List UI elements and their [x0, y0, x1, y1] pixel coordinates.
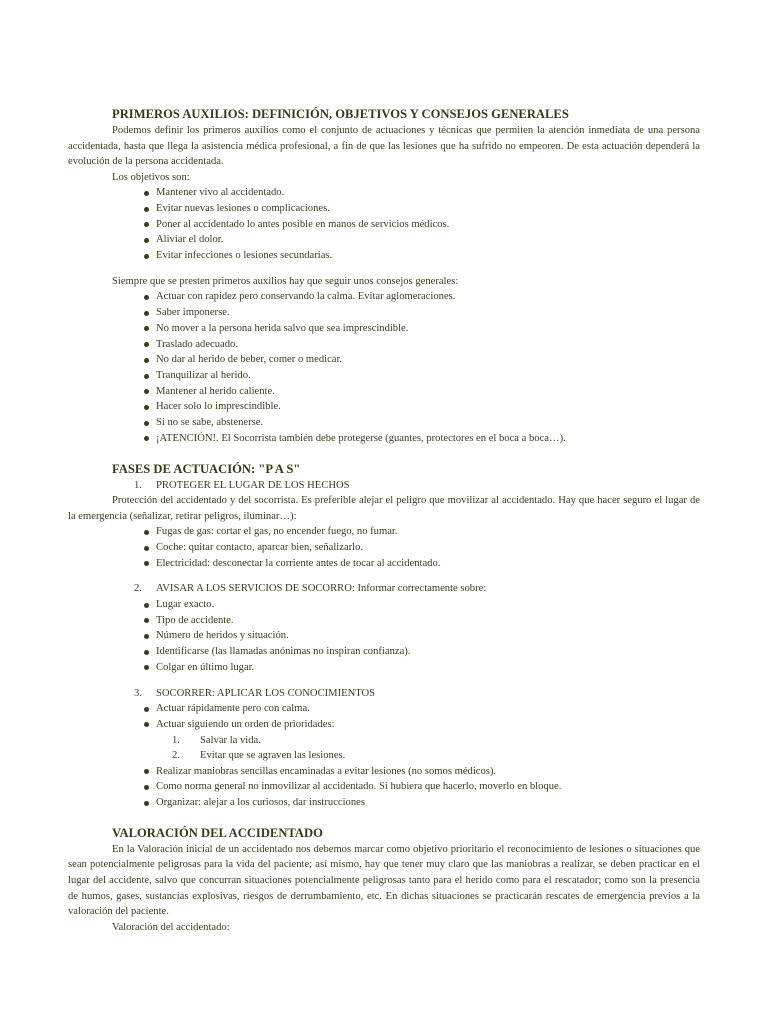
definition-paragraph: Podemos definir los primeros auxilios como el conjunto de actuaciones y técnicas que permiten la atención inmediata de una persona accidentada, hasta que llega la asistencia médica profesional, a fin de que las lesiones que ha sufrido no empeoren. De esta actuación dependerá la evolución de la persona accidentada.: [68, 125, 700, 168]
list-item: Electricidad: desconectar la corriente antes de tocar al accidentado.: [156, 556, 700, 572]
bullet-icon: [144, 311, 149, 316]
bullet-icon: [144, 530, 149, 535]
phase-3-heading: 3. SOCORRER: APLICAR LOS CONOCIMIENTOS: [134, 687, 376, 699]
list-item: Coche: quitar contacto, aparcar bien, señalizarlo.: [156, 540, 700, 556]
list-item: Identificarse (las llamadas anónimas no inspiran confianza).: [156, 644, 700, 660]
list-item: Si no se sabe, abstenerse.: [156, 415, 700, 431]
list-item: No mover a la persona herida salvo que sea imprescindible.: [156, 321, 700, 337]
priority-item: 2. Evitar que se agraven las lesiones.: [172, 750, 346, 762]
list-item: Actuar rápidamente pero con calma.: [156, 701, 700, 717]
valoracion-paragraph: En la Valoración inicial de un accidentado nos debemos marcar como objetivo prioritario el reconocimiento de lesiones o situaciones que sean potencialmente peligrosas para la vida del paciente; así mismo, hay que tener muy claro que las maniobras a realizar, se deben practicar en el lugar del accidente, salvo que concurran situaciones potencialmente peligrosas tanto para el herido como para el rescatador; como son la presencia de humos, gases, sustancias explosivas, riesgos de derrumbamiento, etc. En dichas situaciones se practicarán rescates de emergencia previos a la valoración del paciente.: [68, 843, 700, 918]
bullet-icon: [144, 295, 149, 300]
document-body: [68, 106, 700, 935]
bullet-icon: [144, 222, 149, 227]
bullet-icon: [144, 603, 149, 608]
valoracion-subheading: Valoración del accidentado:: [112, 921, 230, 933]
list-item: Mantener al herido caliente.: [156, 384, 700, 400]
list-item: Organizar: alejar a los curiosos, dar instrucciones: [156, 795, 700, 811]
bullet-icon: [144, 238, 149, 243]
phase-1-heading: 1. PROTEGER EL LUGAR DE LOS HECHOS: [134, 479, 350, 491]
bullet-icon: [144, 665, 149, 670]
bullet-icon: [144, 650, 149, 655]
list-item: Lugar exacto.: [156, 597, 700, 613]
bullet-icon: [144, 191, 149, 196]
bullet-icon: [144, 546, 149, 551]
bullet-icon: [144, 421, 149, 426]
phase-3-list-continued: [68, 764, 700, 811]
list-item: Fugas de gas: cortar el gas, no encender fuego, no fumar.: [156, 524, 700, 540]
section-title-fases: FASES DE ACTUACIÓN: "P A S": [112, 461, 301, 476]
bullet-icon: [144, 618, 149, 623]
phase-1-list: [68, 524, 700, 571]
advice-list: [68, 289, 700, 446]
bullet-icon: [144, 436, 149, 441]
phase-2-list: [68, 597, 700, 676]
list-item: Hacer solo lo imprescindible.: [156, 399, 700, 415]
list-item: Actuar siguiendo un orden de prioridades:: [156, 717, 700, 733]
advice-intro: Siempre que se presten primeros auxilios hay que seguir unos consejos generales:: [112, 275, 459, 287]
list-item: Evitar nuevas lesiones o complicaciones.: [156, 201, 700, 217]
priority-item: 1. Salvar la vida.: [172, 734, 261, 746]
bullet-icon: [144, 785, 149, 790]
list-item: No dar al herido de beber, comer o medicar.: [156, 352, 700, 368]
list-item: Saber imponerse.: [156, 305, 700, 321]
bullet-icon: [144, 722, 149, 727]
bullet-icon: [144, 634, 149, 639]
bullet-icon: [144, 801, 149, 806]
list-item: Tipo de accidente.: [156, 613, 700, 629]
list-item: Evitar infecciones o lesiones secundarias.: [156, 248, 700, 264]
objectives-intro: Los objetivos son:: [112, 171, 190, 183]
list-item: Colgar en último lugar.: [156, 660, 700, 676]
bullet-icon: [144, 254, 149, 259]
bullet-icon: [144, 358, 149, 363]
phase-2-heading: 2. AVISAR A LOS SERVICIOS DE SOCORRO: Informar correctamente sobre:: [134, 583, 487, 595]
list-item: Aliviar el dolor.: [156, 232, 700, 248]
objectives-list: [68, 185, 700, 264]
list-item: Como norma general no inmovilizar al accidentado. Si hubiera que hacerlo, moverlo en bloque.: [156, 779, 700, 795]
bullet-icon: [144, 374, 149, 379]
bullet-icon: [144, 389, 149, 394]
bullet-icon: [144, 342, 149, 347]
bullet-icon: [144, 707, 149, 712]
list-item: Actuar con rapidez pero conservando la calma. Evitar aglomeraciones.: [156, 289, 700, 305]
list-item: Tranquilizar al herido.: [156, 368, 700, 384]
list-item: Realizar maniobras sencillas encaminadas a evitar lesiones (no somos médicos).: [156, 764, 700, 780]
bullet-icon: [144, 769, 149, 774]
bullet-icon: [144, 561, 149, 566]
bullet-icon: [144, 207, 149, 212]
bullet-icon: [144, 326, 149, 331]
section-title-primeros-auxilios: PRIMEROS AUXILIOS: DEFINICIÓN, OBJETIVOS Y CONSEJOS GENERALES: [112, 107, 569, 121]
section-title-valoracion: VALORACIÓN DEL ACCIDENTADO: [112, 825, 323, 840]
phase-1-paragraph: Protección del accidentado y del socorrista. Es preferible alejar el peligro que movilizar al accidentado. Hay que hacer seguro el lugar de la emergencia (señalizar, retirar peligros, iluminar…):: [68, 495, 700, 522]
list-item: Poner al accidentado lo antes posible en manos de servicios médicos.: [156, 217, 700, 233]
list-item: Traslado adecuado.: [156, 337, 700, 353]
list-item: Número de heridos y situación.: [156, 628, 700, 644]
bullet-icon: [144, 405, 149, 410]
list-item: ¡ATENCIÓN!. El Socorrista también debe protegerse (guantes, protectores en el boca a boca…).: [156, 431, 700, 447]
phase-3-list: [68, 701, 700, 732]
list-item: Mantener vivo al accidentado.: [156, 185, 700, 201]
